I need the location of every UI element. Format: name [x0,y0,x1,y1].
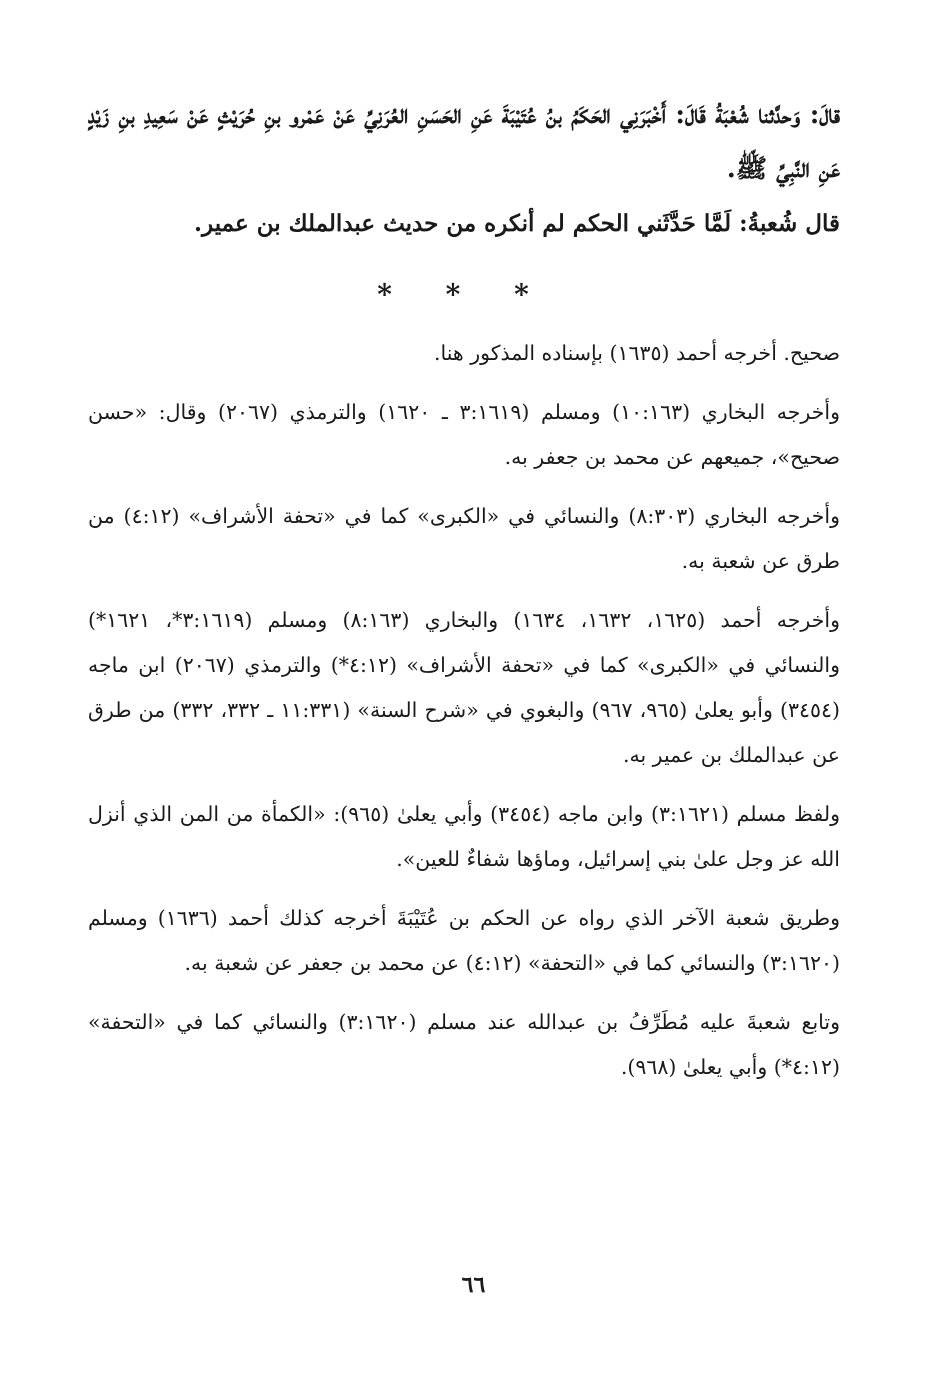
takhrij-paragraph-4: وأخرجه أحمد (١٦٢٥، ١٦٣٢، ١٦٣٤) والبخاري (٨:١٦٣) ومسلم (٣:١٦١٩*، ١٦٢١*) والنسائي في «الكبرى» كما في «تحفة الأشراف» (٤:١٢*) والترمذي (٢٠٦٧) ابن ماجه (٣٤٥٤) وأبو يعلىٰ (٩٦٥، ٩٦٧) والبغوي في «شرح السنة» (١١:٣٣١ ـ ٣٣٢، ٣٣٢) من طرق عن عبدالملك بن عمير به. [88,608,840,767]
takhrij-paragraph-1: صحيح. أخرجه أحمد (١٦٣٥) بإسناده المذكور هنا. [433,341,840,365]
takhrij-paragraph-5: ولفظ مسلم (٣:١٦٢١) وابن ماجه (٣٤٥٤) وأبي يعلىٰ (٩٦٥): «الكمأة من المن الذي أنزل الله عز وجل علىٰ بني إسرائيل، وماؤها شفاءٌ للعين». [88,802,841,871]
takhrij-paragraph-3: وأخرجه البخاري (٨:٣٠٣) والنسائي في «الكبرى» كما في «تحفة الأشراف» (٤:١٢) من طرق عن شعبة به. [88,504,840,573]
page-number: ٦٦ [461,1272,486,1298]
takhrij-paragraph-6: وطريق شعبة الآخر الذي رواه عن الحكم بن عُتَيْبَةَ أخرجه كذلك أحمد (١٦٣٦) ومسلم (٣:١٦٢٠) والنسائي كما في «التحفة» (٤:١٢) عن محمد بن جعفر عن شعبة به. [88,906,840,975]
page-body [88,88,840,1104]
hadith-text: قالَ: وَحدَّثنا شُعْبَةُ قَالَ: أَخْبَرَنِي الحَكَمُ بنُ عُتَيْبَةَ عَنِ الحَسَنِ العُرَنِيِّ عَنْ عَمْرو بنِ حُرَيْثٍ عَنْ سَعِيدِ بنِ زَيْدٍ عَنِ النَّبِيِّ ﷺ. [88,100,840,184]
hadith-comment: قال شُعبةُ: لَمَّا حَدَّثَني الحكم لم أنكره من حديث عبدالملك بن عمير. [194,210,840,237]
takhrij-paragraph-2: وأخرجه البخاري (١٠:١٦٣) ومسلم (٣:١٦١٩ ـ ١٦٢٠) والترمذي (٢٠٦٧) وقال: «حسن صحيح»، جميعهم عن محمد بن جعفر به. [88,400,840,469]
section-separator: * * * [377,278,551,311]
takhrij-paragraph-7: وتابع شعبةَ عليه مُطَرِّفُ بن عبدالله عند مسلم (٣:١٦٢٠) والنسائي كما في «التحفة» (٤:١٢*) وأبي يعلىٰ (٩٦٨). [88,1010,840,1079]
